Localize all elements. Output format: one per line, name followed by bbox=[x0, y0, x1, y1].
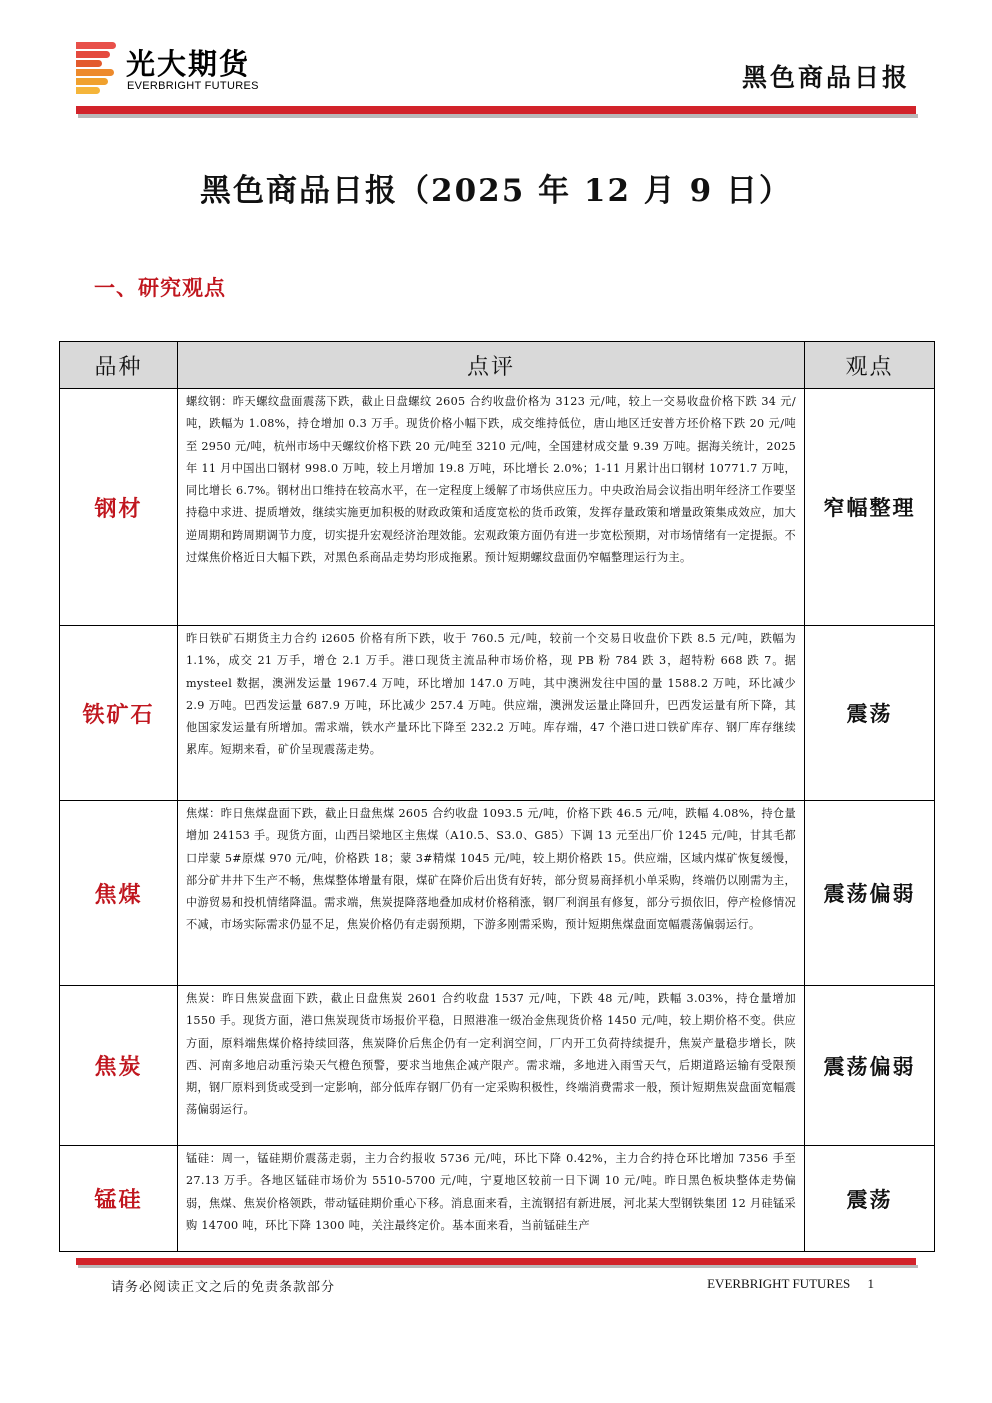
table-row bbox=[60, 801, 935, 986]
company-logo bbox=[76, 40, 286, 98]
footer-divider bbox=[76, 1258, 916, 1265]
footer-brand: EVERBRIGHT FUTURES bbox=[707, 1276, 851, 1291]
table-row bbox=[60, 626, 935, 801]
logo-english-name: EVERBRIGHT FUTURES bbox=[127, 80, 259, 92]
comment-cell: 焦炭：昨日焦炭盘面下跌，截止日盘焦炭 2601 合约收盘 1537 元/吨，下跌 48 元/吨，跌幅 3.03%，持仓量增加 1550 手。现货方面，港口焦炭现货市场报价平稳，日照港准一级冶金焦现货价格 1450 元/吨，较上期价格不变。供应方面，原料端焦煤价格持续回落，焦炭降价后焦企仍有一定利润空间，厂内开工负荷持续提升，焦炭产量稳步增长，陕西、河南多地启动重污染天气橙色预警，要求当地焦企减产限产。需求端，多地进入雨雪天气，后期道路运输有受限预期，钢厂原料到货或受到一定影响，部分低库存钢厂仍有一定采购积极性，终端消费需求一般，预计短期焦炭盘面宽幅震荡偏弱运行。 bbox=[178, 986, 805, 1146]
view-cell: 震荡偏弱 bbox=[805, 986, 935, 1146]
comment-cell: 锰硅：周一，锰硅期价震荡走弱，主力合约报收 5736 元/吨，环比下降 0.42%，主力合约持仓环比增加 7356 手至 27.13 万手。各地区锰硅市场价为 5510-5700 元/吨，宁夏地区较前一日下调 10 元/吨。昨日黑色板块整体走势偏弱，焦煤、焦炭价格领跌，带动锰硅期价重心下移。消息面来看，主流钢招有新进展，河北某大型钢铁集团 12 月硅锰采购 14700 吨，环比下降 1300 吨，关注最终定价。基本面来看，当前锰硅生产 bbox=[178, 1146, 805, 1252]
variety-cell: 焦炭 bbox=[60, 986, 178, 1146]
footer-brand-page bbox=[707, 1276, 874, 1292]
table-row bbox=[60, 389, 935, 626]
header-divider bbox=[76, 106, 916, 114]
page-number: 1 bbox=[867, 1276, 874, 1291]
footer-divider-shadow bbox=[78, 1265, 918, 1268]
header-divider-shadow bbox=[78, 114, 918, 118]
document-title: 黑色商品日报（2025 年 12 月 9 日） bbox=[200, 173, 792, 209]
column-header-view: 观点 bbox=[805, 342, 935, 389]
column-header-comment: 点评 bbox=[178, 342, 805, 389]
comment-cell: 螺纹钢：昨天螺纹盘面震荡下跌，截止日盘螺纹 2605 合约收盘价格为 3123 元/吨，较上一交易收盘价格下跌 34 元/吨，跌幅为 1.08%，持仓增加 0.3 万手。现货价格小幅下跌，成交维持低位，唐山地区迁安普方坯价格下跌 20 元/吨至 2950 元/吨，杭州市场中天螺纹价格下跌 20 元/吨至 3210 元/吨，全国建材成交量 9.39 万吨。据海关统计，2025 年 11 月中国出口钢材 998.0 万吨，较上月增加 19.8 万吨，环比增长 2.0%；1-11 月累计出口钢材 10771.7 万吨，同比增长 6.7%。钢材出口维持在较高水平，在一定程度上缓解了市场供应压力。中央政治局会议指出明年经济工作要坚持稳中求进、提质增效，继续实施更加积极的财政政策和适度宽松的货币政策，发挥存量政策和增量政策集成效应，加大逆周期和跨周期调节力度，切实提升宏观经济治理效能。宏观政策方面仍有进一步宽松预期，对市场情绪有一定提振。不过煤焦价格近日大幅下跌，对黑色系商品走势均形成拖累。预计短期螺纹盘面仍窄幅整理运行为主。 bbox=[178, 389, 805, 626]
view-cell: 震荡 bbox=[805, 626, 935, 801]
section-heading: 一、研究观点 bbox=[94, 275, 226, 300]
table-row bbox=[60, 1146, 935, 1252]
view-cell: 震荡偏弱 bbox=[805, 801, 935, 986]
variety-cell: 钢材 bbox=[60, 389, 178, 626]
logo-mark-icon bbox=[76, 42, 116, 98]
research-views-table bbox=[59, 341, 935, 1252]
view-cell: 震荡 bbox=[805, 1146, 935, 1252]
header-report-title: 黑色商品日报 bbox=[741, 63, 910, 92]
table-row bbox=[60, 986, 935, 1146]
table-header-row bbox=[60, 342, 935, 389]
variety-cell: 焦煤 bbox=[60, 801, 178, 986]
variety-cell: 锰硅 bbox=[60, 1146, 178, 1252]
logo-chinese-name: 光大期货 bbox=[126, 47, 251, 81]
comment-cell: 焦煤：昨日焦煤盘面下跌，截止日盘焦煤 2605 合约收盘 1093.5 元/吨，价格下跌 46.5 元/吨，跌幅 4.08%，持仓量增加 24153 手。现货方面，山西吕梁地区主焦煤（A10.5、S3.0、G85）下调 13 元至出厂价 1245 元/吨，甘其毛都口岸蒙 5#原煤 970 元/吨，价格跌 18；蒙 3#精煤 1045 元/吨，较上期价格跌 15。供应端，区域内煤矿恢复缓慢，部分矿井井下生产不畅，焦煤整体增量有限，煤矿在降价后出货有好转，部分贸易商择机小单采购，终端仍以刚需为主，中游贸易和投机情绪降温。需求端，焦炭提降落地叠加成材价格稍涨，钢厂利润虽有修复，部分亏损依旧，停产检修情况不减，市场实际需求仍显不足，焦炭价格仍有走弱预期，下游多刚需采购，预计短期焦煤盘面宽幅震荡偏弱运行。 bbox=[178, 801, 805, 986]
comment-cell: 昨日铁矿石期货主力合约 i2605 价格有所下跌，收于 760.5 元/吨，较前一个交易日收盘价下跌 8.5 元/吨，跌幅为 1.1%，成交 21 万手，增仓 2.1 万手。港口现货主流品种市场价格，现 PB 粉 784 跌 3，超特粉 668 跌 7。据 mysteel 数据，澳洲发运量 1967.4 万吨，环比增加 147.0 万吨，其中澳洲发往中国的量 1588.2 万吨，环比减少 2.9 万吨。巴西发运量 687.9 万吨，环比减少 257.4 万吨。供应端，澳洲发运量止降回升，巴西发运量有所下降，其他国家发运量有所增加。需求端，铁水产量环比下降至 232.2 万吨。库存端，47 个港口进口铁矿库存、钢厂库存继续累库。短期来看，矿价呈现震荡走势。 bbox=[178, 626, 805, 801]
footer-disclaimer: 请务必阅读正文之后的免责条款部分 bbox=[111, 1280, 336, 1295]
variety-cell: 铁矿石 bbox=[60, 626, 178, 801]
view-cell: 窄幅整理 bbox=[805, 389, 935, 626]
column-header-variety: 品种 bbox=[60, 342, 178, 389]
